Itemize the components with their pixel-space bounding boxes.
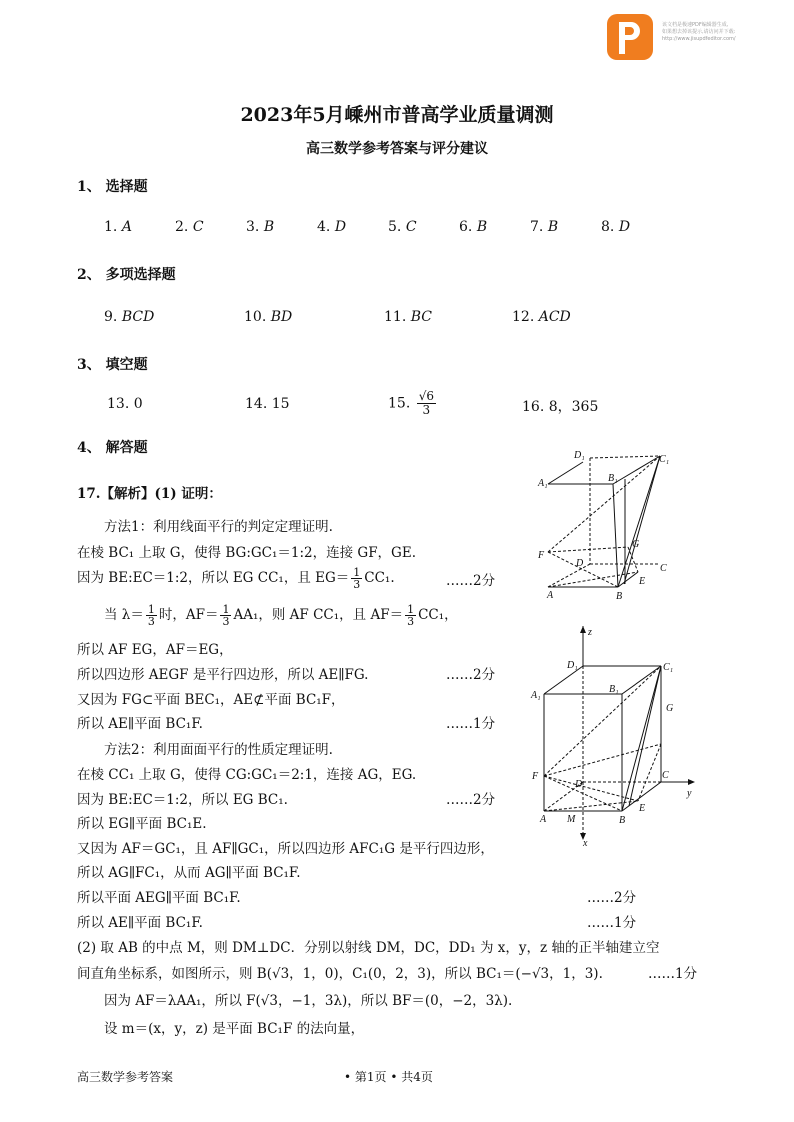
svg-text:E: E (639, 803, 646, 814)
solution-line: 设 m＝(x，y，z) 是平面 BC₁F 的法向量， (104, 1021, 365, 1037)
page-number: • 第1页 • 共4页 (344, 1070, 433, 1084)
solution-line: (2) 取 AB 的中点 M，则 DM⊥DC．分别以射线 DM，DC，DD₁ 为 x，y，z 轴的正半轴建立空 (77, 940, 660, 956)
svg-text:F: F (532, 771, 539, 782)
watermark-line: 如果想去掉该提示,请访问并下载: (662, 29, 736, 35)
solution-line: 又因为 FG⊂平面 BEC₁，AE⊄平面 BC₁F， (77, 692, 345, 708)
solution-line: 所以 EG∥平面 BC₁E. (77, 816, 207, 832)
solution-line: 所以四边形 AEGF 是平行四边形，所以 AE∥FG. (77, 667, 369, 683)
answer-item: 6. B (459, 219, 488, 235)
watermark-line: 该文档是极速PDF编辑器生成, (662, 22, 729, 28)
score: ……1分 (587, 915, 637, 931)
mc-answers (104, 219, 630, 235)
answer-item: 3. B (246, 219, 275, 235)
p-logo-icon (616, 18, 644, 56)
svg-text:D₁: D₁ (567, 660, 578, 671)
solution-line: 在棱 BC₁ 上取 G，使得 BG:GC₁＝1:2，连接 GF，GE. (77, 545, 416, 561)
solution-line: 所以 AF EG，AF＝EG， (77, 642, 233, 658)
answer-item: 8. D (601, 219, 631, 235)
svg-text:F: F (538, 550, 545, 561)
svg-text:B₁: B₁ (608, 473, 618, 484)
solution-line: 在棱 CC₁ 上取 G，使得 CG:GC₁＝2:1，连接 AG，EG. (77, 767, 417, 783)
score: ……2分 (446, 792, 496, 808)
solution-line: 当 λ＝ $\frac{1}{3}$ 时，AF＝ $\frac{1}{3}$ AA₁，则 AF CC₁，且 AF＝ $\frac{1}{3}$ CC₁， (104, 603, 458, 628)
answer-item: 12. ACD (512, 309, 571, 325)
answer-item: 14. 15 (245, 396, 290, 412)
answer-item: 2. C (175, 219, 204, 235)
score: ……2分 (446, 573, 496, 589)
svg-text:B: B (619, 815, 626, 826)
svg-text:D₁: D₁ (574, 450, 585, 461)
page-subtitle: 高三数学参考答案与评分建议 (306, 141, 488, 157)
answer-item: 1. A (104, 219, 132, 235)
svg-text:M: M (567, 814, 576, 825)
page-title: 2023年5月嵊州市普高学业质量调测 (240, 104, 554, 126)
answer-item: 9. BCD (104, 309, 155, 325)
solution-head: 17.【解析】(1) 证明： (77, 486, 222, 502)
svg-text:G: G (666, 703, 674, 714)
score: ……2分 (587, 890, 637, 906)
solution-line: 因为 BE:EC＝1:2，所以 EG CC₁，且 EG＝ $\frac{1}{3}$ CC₁. (77, 566, 395, 591)
answer-item: 7. B (530, 219, 559, 235)
solution-line: 又因为 AF＝GC₁，且 AF∥GC₁，所以四边形 AFC₁G 是平行四边形， (77, 841, 494, 857)
section-heading: 2、 多项选择题 (77, 267, 176, 283)
section-heading: 1、 选择题 (77, 179, 148, 195)
section-heading: 4、 解答题 (77, 440, 148, 456)
solution-line: 间直角坐标系，如图所示，则 B(√3，1，0)，C₁(0，2，3)，所以 BC₁＝(−√3，1，3). (77, 966, 603, 982)
answer-item: 4. D (317, 219, 347, 235)
multi-answers (104, 309, 571, 325)
svg-text:z: z (588, 627, 592, 638)
svg-text:C₁: C₁ (663, 662, 674, 673)
svg-text:A₁: A₁ (538, 478, 548, 489)
score: ……1分 (446, 716, 496, 732)
answer-item: 15. $\frac{√6}{3}$ (388, 389, 434, 417)
score: ……1分 (648, 966, 698, 982)
solution-line: 所以 AG∥FC₁，从而 AG∥平面 BC₁F. (77, 865, 301, 881)
method-title: 方法2：利用面面平行的性质定理证明. (104, 742, 333, 758)
svg-text:D: D (575, 779, 583, 790)
svg-text:G: G (632, 539, 640, 550)
svg-text:x: x (583, 838, 588, 848)
answer-item: 5. C (388, 219, 417, 235)
svg-text:E: E (639, 576, 646, 587)
svg-text:B₁: B₁ (609, 684, 619, 695)
svg-text:A: A (540, 814, 547, 825)
svg-text:B: B (616, 591, 623, 602)
footer-left: 高三数学参考答案 (77, 1070, 174, 1084)
answer-item: 11. BC (384, 309, 432, 325)
solution-line: 所以平面 AEG∥平面 BC₁F. (77, 890, 241, 906)
solution-line: 所以 AE∥平面 BC₁F. (77, 716, 203, 732)
svg-text:A₁: A₁ (531, 690, 541, 701)
solution-line: 因为 BE:EC＝1:2，所以 EG BC₁. (77, 792, 288, 808)
answer-item: 16. 8，365 (522, 399, 599, 415)
figure-coordinate-prism (527, 626, 697, 848)
answer-item: 13. 0 (107, 396, 143, 412)
method-title: 方法1：利用线面平行的判定定理证明. (104, 519, 333, 535)
answer-item: 10. BD (244, 309, 293, 325)
pdf-editor-logo (607, 14, 653, 60)
svg-text:A: A (547, 590, 554, 601)
watermark-line: http://www.jisupdfeditor.com/ (662, 36, 736, 42)
svg-text:C₁: C₁ (659, 454, 670, 465)
score: ……2分 (446, 667, 496, 683)
solution-line: 因为 AF＝λAA₁，所以 F(√3，−1，3λ)，所以 BF＝(0，−2，3λ). (104, 993, 513, 1009)
svg-text:D: D (576, 558, 584, 569)
svg-text:y: y (687, 788, 692, 799)
watermark (662, 22, 736, 43)
figure-prism-1 (528, 444, 678, 604)
svg-text:C: C (660, 563, 667, 574)
solution-line: 所以 AE∥平面 BC₁F. (77, 915, 203, 931)
section-heading: 3、 填空题 (77, 357, 148, 373)
svg-text:C: C (662, 770, 669, 781)
